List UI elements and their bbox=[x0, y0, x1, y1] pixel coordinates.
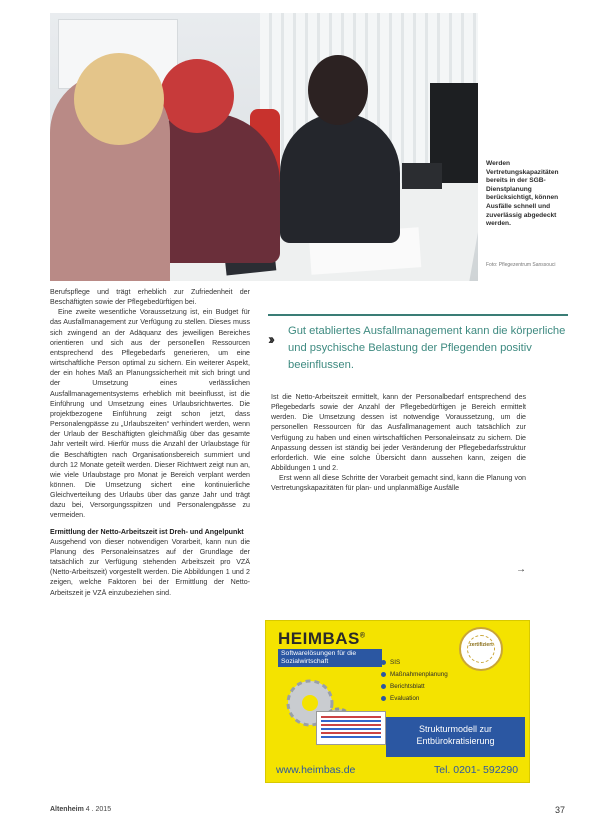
ad-banner: Strukturmodell zur Entbürokratisierung bbox=[386, 717, 525, 757]
paragraph: Eine zweite wesentliche Voraussetzung ist, ein Budget für das Ausfallmanagement zur Verfügung zu stellen. Dieses muss sich zwingend an der Adäquanz des jeweiligen Bereiches orientieren und sich aus der personellen Ressourcen entsprechend des Pflegebedarfs generieren, um eine wirtschaftliche Person optimal zu sichern. Ein weiterer Aspekt, der ein hohes Maß an Planungssicherheit mit sich bringt und der Umsetzung eines verlässlichen Ausfallmanagementsystems erheblich mit beeinflusst, ist die Einführung und Umsetzung eines Urlaubsrichtwertes. Die projektbezogene Einführung zeigt schon jetzt, dass Personalengpässe zu „Urlaubszeiten“ verhindert werden, wenn der Urlaub der Beschäftigten gleichmäßig über das gesamte Jahr verteilt wird. Hierfür muss die Anzahl der Urlaubstage für die Beschäftigten nach Organisationsbereich summiert und durch 12 Monate geteilt werden. Dieser Richtwert zeigt nun an, wie viele Urlaubstage pro Monat je Bereich verplant werden können. Die Umsetzung sichert eine kontinuierliche Gleichverteilung des Urlaubs über das ganze Jahr und trägt dazu bei, Versorgungsspitzen und Personalengpässe zu vermeiden. bbox=[50, 308, 250, 520]
footer-magazine: Altenheim 4 . 2015 bbox=[50, 806, 112, 813]
photo-person-right-head bbox=[308, 55, 368, 125]
document-stack-icon bbox=[316, 711, 386, 745]
list-item: Berichtsblatt bbox=[381, 683, 521, 691]
photo-person-left-head bbox=[74, 53, 164, 145]
photo-person-middle-head bbox=[160, 59, 234, 133]
paragraph: Erst wenn all diese Schritte der Vorarbeit gemacht sind, kann die Planung von Vertretungskapazitäten für plan- und unplanmäßige Ausfälle bbox=[271, 474, 526, 493]
paragraph: Ist die Netto-Arbeitszeit ermittelt, kann der Personalbedarf entsprechend des Pflegebedarfs sowie der Anzahl der Pflegebedürftigen je Bereich ermittelt werden. Die Umsetzung dessen ist notwendige Voraussetzung, um die personellen Ressourcen für das Ausfallmanagement auch tatsächlich zur Verfügung zu haben und einen wirtschaftlichen Personaleinsatz zu sichern. Die Anpassung dessen ist ständig bei jeder Veränderung der Pflegebedarfsstruktur erforderlich. Wie eine solche Übersicht dann aussehen kann, zeigen die Abbildungen 1 und 2. bbox=[271, 393, 526, 473]
page-number: 37 bbox=[555, 805, 566, 815]
seal-text: zertifiziert bbox=[469, 642, 493, 648]
pull-quote-rule bbox=[268, 314, 568, 316]
pull-quote bbox=[268, 314, 568, 371]
bullet-icon bbox=[381, 684, 386, 689]
list-item: Evaluation bbox=[381, 695, 521, 703]
article-photo bbox=[50, 13, 478, 281]
subheading: Ermittlung der Netto-Arbeitszeit ist Dreh- und Angelpunkt bbox=[50, 527, 244, 536]
ad-website-link[interactable]: www.heimbas.de bbox=[276, 764, 356, 776]
ad-phone: Tel. 0201- 592290 bbox=[434, 764, 519, 776]
list-item: SIS bbox=[381, 659, 521, 667]
logo-tagline: Softwarelösungen für die Sozialwirtschaft bbox=[278, 649, 382, 667]
article-column-left bbox=[50, 287, 250, 598]
logo-name: HEIMBAS® bbox=[278, 629, 366, 648]
photo-keyboard bbox=[402, 163, 442, 189]
heimbas-logo bbox=[278, 629, 382, 663]
bullet-icon bbox=[381, 696, 386, 701]
double-chevron-icon: ›› bbox=[268, 331, 272, 348]
heimbas-advertisement[interactable] bbox=[265, 620, 530, 783]
photo-caption: Werden Vertretungskapazitäten bereits in der SGB-Dienstplanung berücksichtigt, können Ausfälle schnell und zuverlässig abgedeckt werden. bbox=[486, 160, 559, 228]
bullet-icon bbox=[381, 672, 386, 677]
photo-person-right bbox=[280, 113, 400, 243]
paragraph: Ausgehend von dieser notwendigen Vorarbeit, kann nun die Planung des Personaleinsatzes auf der Grundlage der tatsächlich zur Verfügung stehenden Arbeitszeit pro VZÄ (Netto-Arbeitszeit) vorgestellt werden. Die Abbildungen 1 und 2 zeigen, welche Faktoren bei der Ermittlung der Netto-Arbeitszeit je VZÄ einzubeziehen sind. bbox=[50, 537, 250, 597]
feature-list bbox=[381, 659, 521, 707]
continue-arrow-icon: → bbox=[516, 564, 526, 575]
article-column-right bbox=[271, 392, 526, 494]
bullet-icon bbox=[381, 660, 386, 665]
list-item: Maßnahmenplanung bbox=[381, 671, 521, 679]
photo-credit: Foto: Pflegezentrum Sanssouci bbox=[486, 262, 556, 268]
paragraph: Berufspflege und trägt erheblich zur Zufriedenheit der Beschäftigten sowie der Pflegebedürftigen bei. bbox=[50, 288, 250, 307]
pull-quote-text: Gut etabliertes Ausfallmanagement kann die körperliche und psychische Belastung der Pflegenden positiv beeinflussen. bbox=[288, 325, 566, 371]
